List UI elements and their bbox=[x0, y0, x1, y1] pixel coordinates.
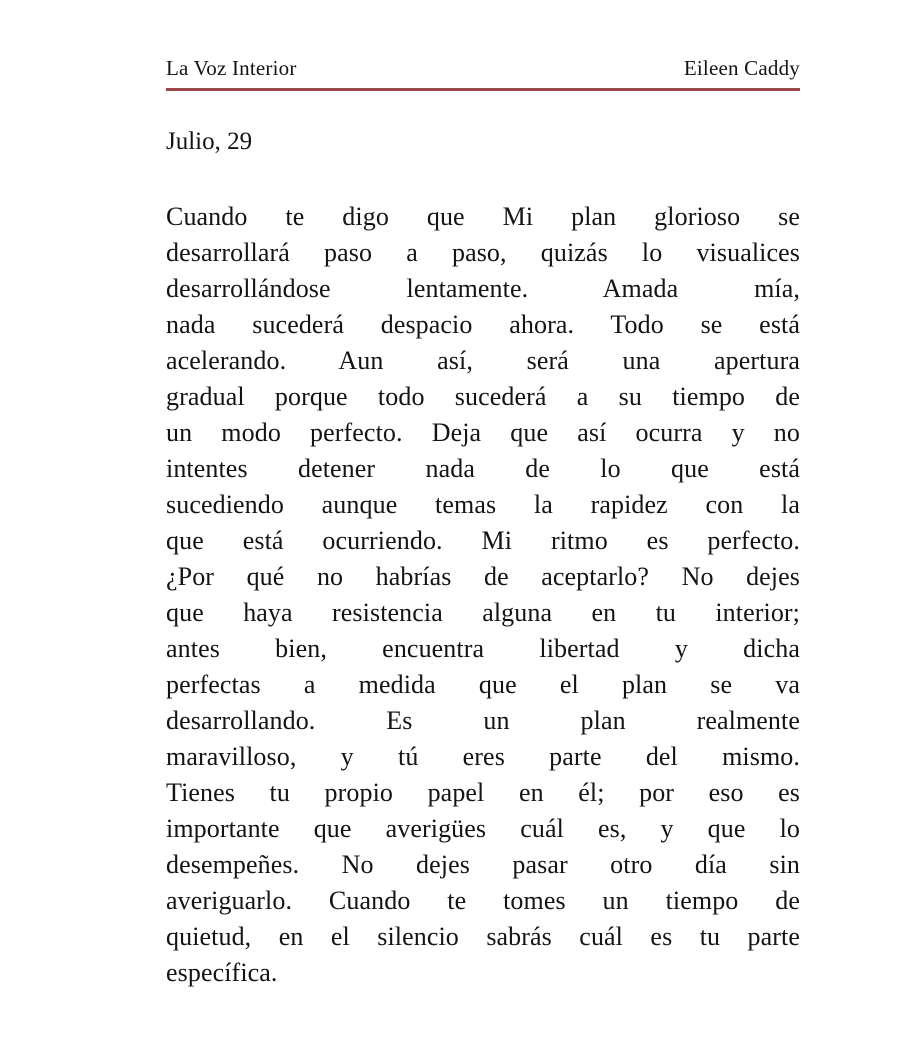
text-line: desempeñes. No dejes pasar otro día sin bbox=[166, 850, 800, 879]
entry-text bbox=[166, 199, 800, 991]
text-line: que está ocurriendo. Mi ritmo es perfecto. bbox=[166, 526, 800, 555]
text-line: nada sucederá despacio ahora. Todo se está bbox=[166, 310, 800, 339]
text-line: desarrollará paso a paso, quizás lo visualices bbox=[166, 238, 800, 267]
page-header bbox=[166, 0, 800, 91]
page-content bbox=[166, 0, 800, 991]
text-line: Tienes tu propio papel en él; por eso es bbox=[166, 778, 800, 807]
text-line: quietud, en el silencio sabrás cuál es tu parte bbox=[166, 922, 800, 951]
text-line: Cuando te digo que Mi plan glorioso se bbox=[166, 202, 800, 231]
text-line: acelerando. Aun así, será una apertura bbox=[166, 346, 800, 375]
entry-date: Julio, 29 bbox=[166, 128, 253, 155]
text-line: desarrollando. Es un plan realmente bbox=[166, 706, 800, 735]
text-line: un modo perfecto. Deja que así ocurra y no bbox=[166, 418, 800, 447]
text-line: maravilloso, y tú eres parte del mismo. bbox=[166, 742, 800, 771]
text-line: perfectas a medida que el plan se va bbox=[166, 670, 800, 699]
text-line: sucediendo aunque temas la rapidez con la bbox=[166, 490, 800, 519]
text-line: intentes detener nada de lo que está bbox=[166, 454, 800, 483]
text-line: gradual porque todo sucederá a su tiempo de bbox=[166, 382, 800, 411]
book-title: La Voz Interior bbox=[166, 56, 297, 80]
text-line: importante que averigües cuál es, y que lo bbox=[166, 814, 800, 843]
text-line: específica. bbox=[166, 958, 278, 987]
text-line: averiguarlo. Cuando te tomes un tiempo de bbox=[166, 886, 800, 915]
text-line: antes bien, encuentra libertad y dicha bbox=[166, 634, 800, 663]
author-name: Eileen Caddy bbox=[683, 56, 800, 80]
text-line: ¿Por qué no habrías de aceptarlo? No dejes bbox=[166, 562, 800, 591]
text-line: que haya resistencia alguna en tu interior; bbox=[166, 598, 800, 627]
text-line: desarrollándose lentamente. Amada mía, bbox=[166, 274, 800, 303]
